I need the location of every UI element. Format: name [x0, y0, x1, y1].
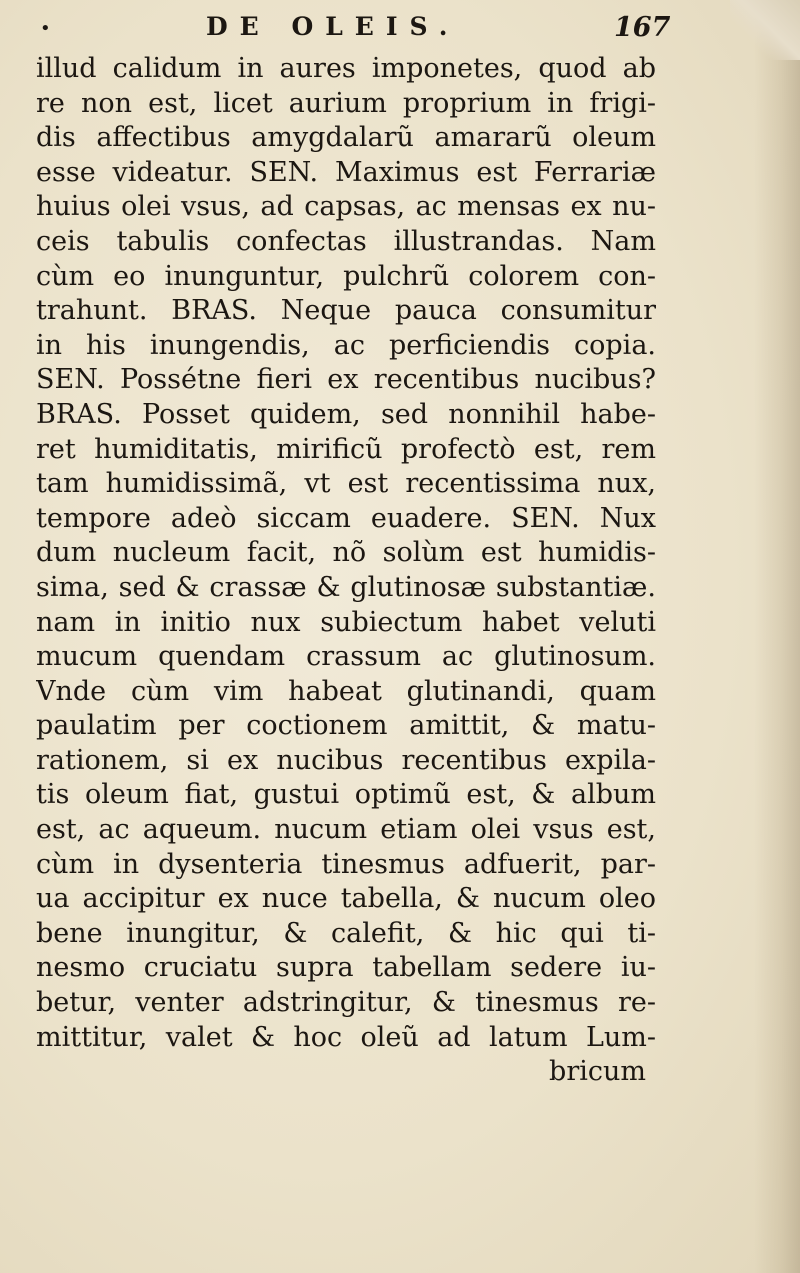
text-line: nam in initio nux subiectum habet veluti: [36, 606, 656, 638]
catchword: bricum: [549, 1056, 646, 1088]
text-line: BRAS. Posset quidem, sed nonnihil habe-: [36, 398, 656, 430]
text-line: nesmo cruciatu supra tabellam sedere iu-: [36, 952, 656, 984]
text-line: bene inungitur, & calefit, & hic qui ti-: [36, 917, 656, 949]
page-number: 167: [614, 12, 671, 43]
running-title: DE OLEIS.: [206, 12, 460, 41]
text-line: paulatim per coctionem amittit, & matu-: [36, 710, 656, 742]
text-line: esse videatur. SEN. Maximus est Ferrariæ: [36, 156, 656, 188]
text-line: ceis tabulis confectas illustrandas. Nam: [36, 225, 656, 257]
text-line: sima, sed & crassæ & glutinosæ substantiæ.: [36, 571, 656, 603]
text-line: betur, venter adstringitur, & tinesmus re-: [36, 987, 656, 1019]
text-line: Vnde cùm vim habeat glutinandi, quam: [36, 675, 656, 707]
text-line: dum nucleum facit, nõ solùm est humidis-: [36, 537, 656, 569]
text-line: SEN. Possétne fieri ex recentibus nucibus?: [36, 364, 656, 396]
text-line: cùm in dysenteria tinesmus adfuerit, par-: [36, 848, 656, 880]
text-line: est, ac aqueum. nucum etiam olei vsus est,: [36, 814, 656, 846]
text-line: tam humidissimã, vt est recentissima nux,: [36, 468, 656, 500]
text-line: cùm eo inunguntur, pulchrũ colorem con-: [36, 260, 656, 292]
text-line: mucum quendam crassum ac glutinosum.: [36, 641, 656, 673]
text-line: ret humiditatis, mirificũ profectò est, rem: [36, 433, 656, 465]
text-line: ua accipitur ex nuce tabella, & nucum oleo: [36, 883, 656, 915]
text-line: tis oleum fiat, gustui optimũ est, & album: [36, 779, 656, 811]
text-line: tempore adeò siccam euadere. SEN. Nux: [36, 502, 656, 534]
page-corner: [730, 0, 800, 60]
header-marker: •: [40, 18, 51, 39]
text-line: illud calidum in aures imponetes, quod ab: [36, 53, 656, 84]
text-line: mittitur, valet & hoc oleũ ad latum Lum-: [36, 1021, 656, 1053]
text-line: in his inungendis, ac perficiendis copia.: [36, 329, 656, 361]
text-line: trahunt. BRAS. Neque pauca consumitur: [36, 295, 656, 327]
text-line: dis affectibus amygdalarũ amararũ oleum: [36, 122, 656, 154]
page-edge-shadow: [754, 0, 800, 1273]
text-line: re non est, licet aurium proprium in frigi-: [36, 87, 656, 119]
body-text: [36, 52, 656, 1090]
text-line: huius olei vsus, ad capsas, ac mensas ex nu-: [36, 191, 656, 223]
page-header: [36, 6, 671, 46]
text-line: rationem, si ex nucibus recentibus expila-: [36, 744, 656, 776]
